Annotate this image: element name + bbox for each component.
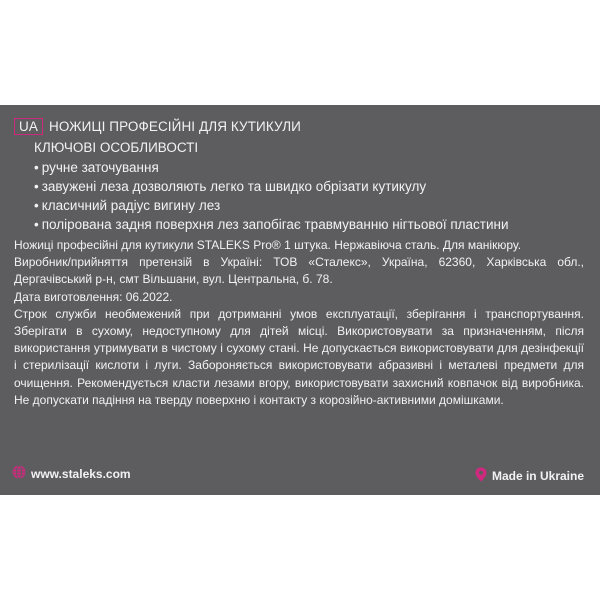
location-pin-icon xyxy=(475,467,487,485)
origin-block xyxy=(475,467,584,485)
manufacture-date: Дата виготовлення: 06.2022. xyxy=(14,289,173,304)
globe-icon xyxy=(12,465,26,482)
website-block xyxy=(12,465,131,482)
label-header xyxy=(14,118,301,135)
language-badge: UA xyxy=(14,118,43,135)
features-title: КЛЮЧОВІ ОСОБЛИВОСТІ xyxy=(34,140,199,155)
feature-item: • завужені леза дозволяють легко та швидко обрізати кутикулу xyxy=(34,177,509,196)
product-description: Ножиці професійні для кутикули STALEKS Pro® 1 штука. Нержавіюча сталь. Для манікюру. xyxy=(14,238,522,252)
website-link[interactable]: www.staleks.com xyxy=(31,466,131,481)
feature-item: • класичний радіус вигину лез xyxy=(34,196,509,215)
usage-instructions: Строк служби необмежений при дотриманні умов експлуатації, зберігання і транспортування. Зберігати в сухому, недоступному для дітей місці. Використовувати за призначенням, після використання утримувати в чистому і сухому стані. Не допускається використовувати для дезінфекції і стерилізації кислоти і луги. Забороняється використовувати абразивні і металеві предмети для очищення. Рекомендується класти лезами вгору, використовувати захисний ковпачок від виробника. Не допускати падіння на тверду поверхню і контакту з корозійно-активними домішками. xyxy=(14,306,584,407)
manufacturer-info: Виробник/прийняття претензій в Україні: ТОВ «Сталекс», Україна, 62360, Харківська обл., Дергачівський р-н, смт Вільшани, вул. Центральна, б. 78. xyxy=(14,255,584,287)
product-label xyxy=(0,105,600,495)
feature-item: • полірована задня поверхня лез запобігає травмуванню нігтьової пластини xyxy=(34,215,509,234)
product-title: НОЖИЦІ ПРОФЕСІЙНІ ДЛЯ КУТИКУЛИ xyxy=(48,119,301,134)
features-list xyxy=(34,158,509,234)
origin-text: Made in Ukraine xyxy=(491,469,584,483)
feature-item: • ручне заточування xyxy=(34,158,509,177)
label-body xyxy=(14,237,584,409)
